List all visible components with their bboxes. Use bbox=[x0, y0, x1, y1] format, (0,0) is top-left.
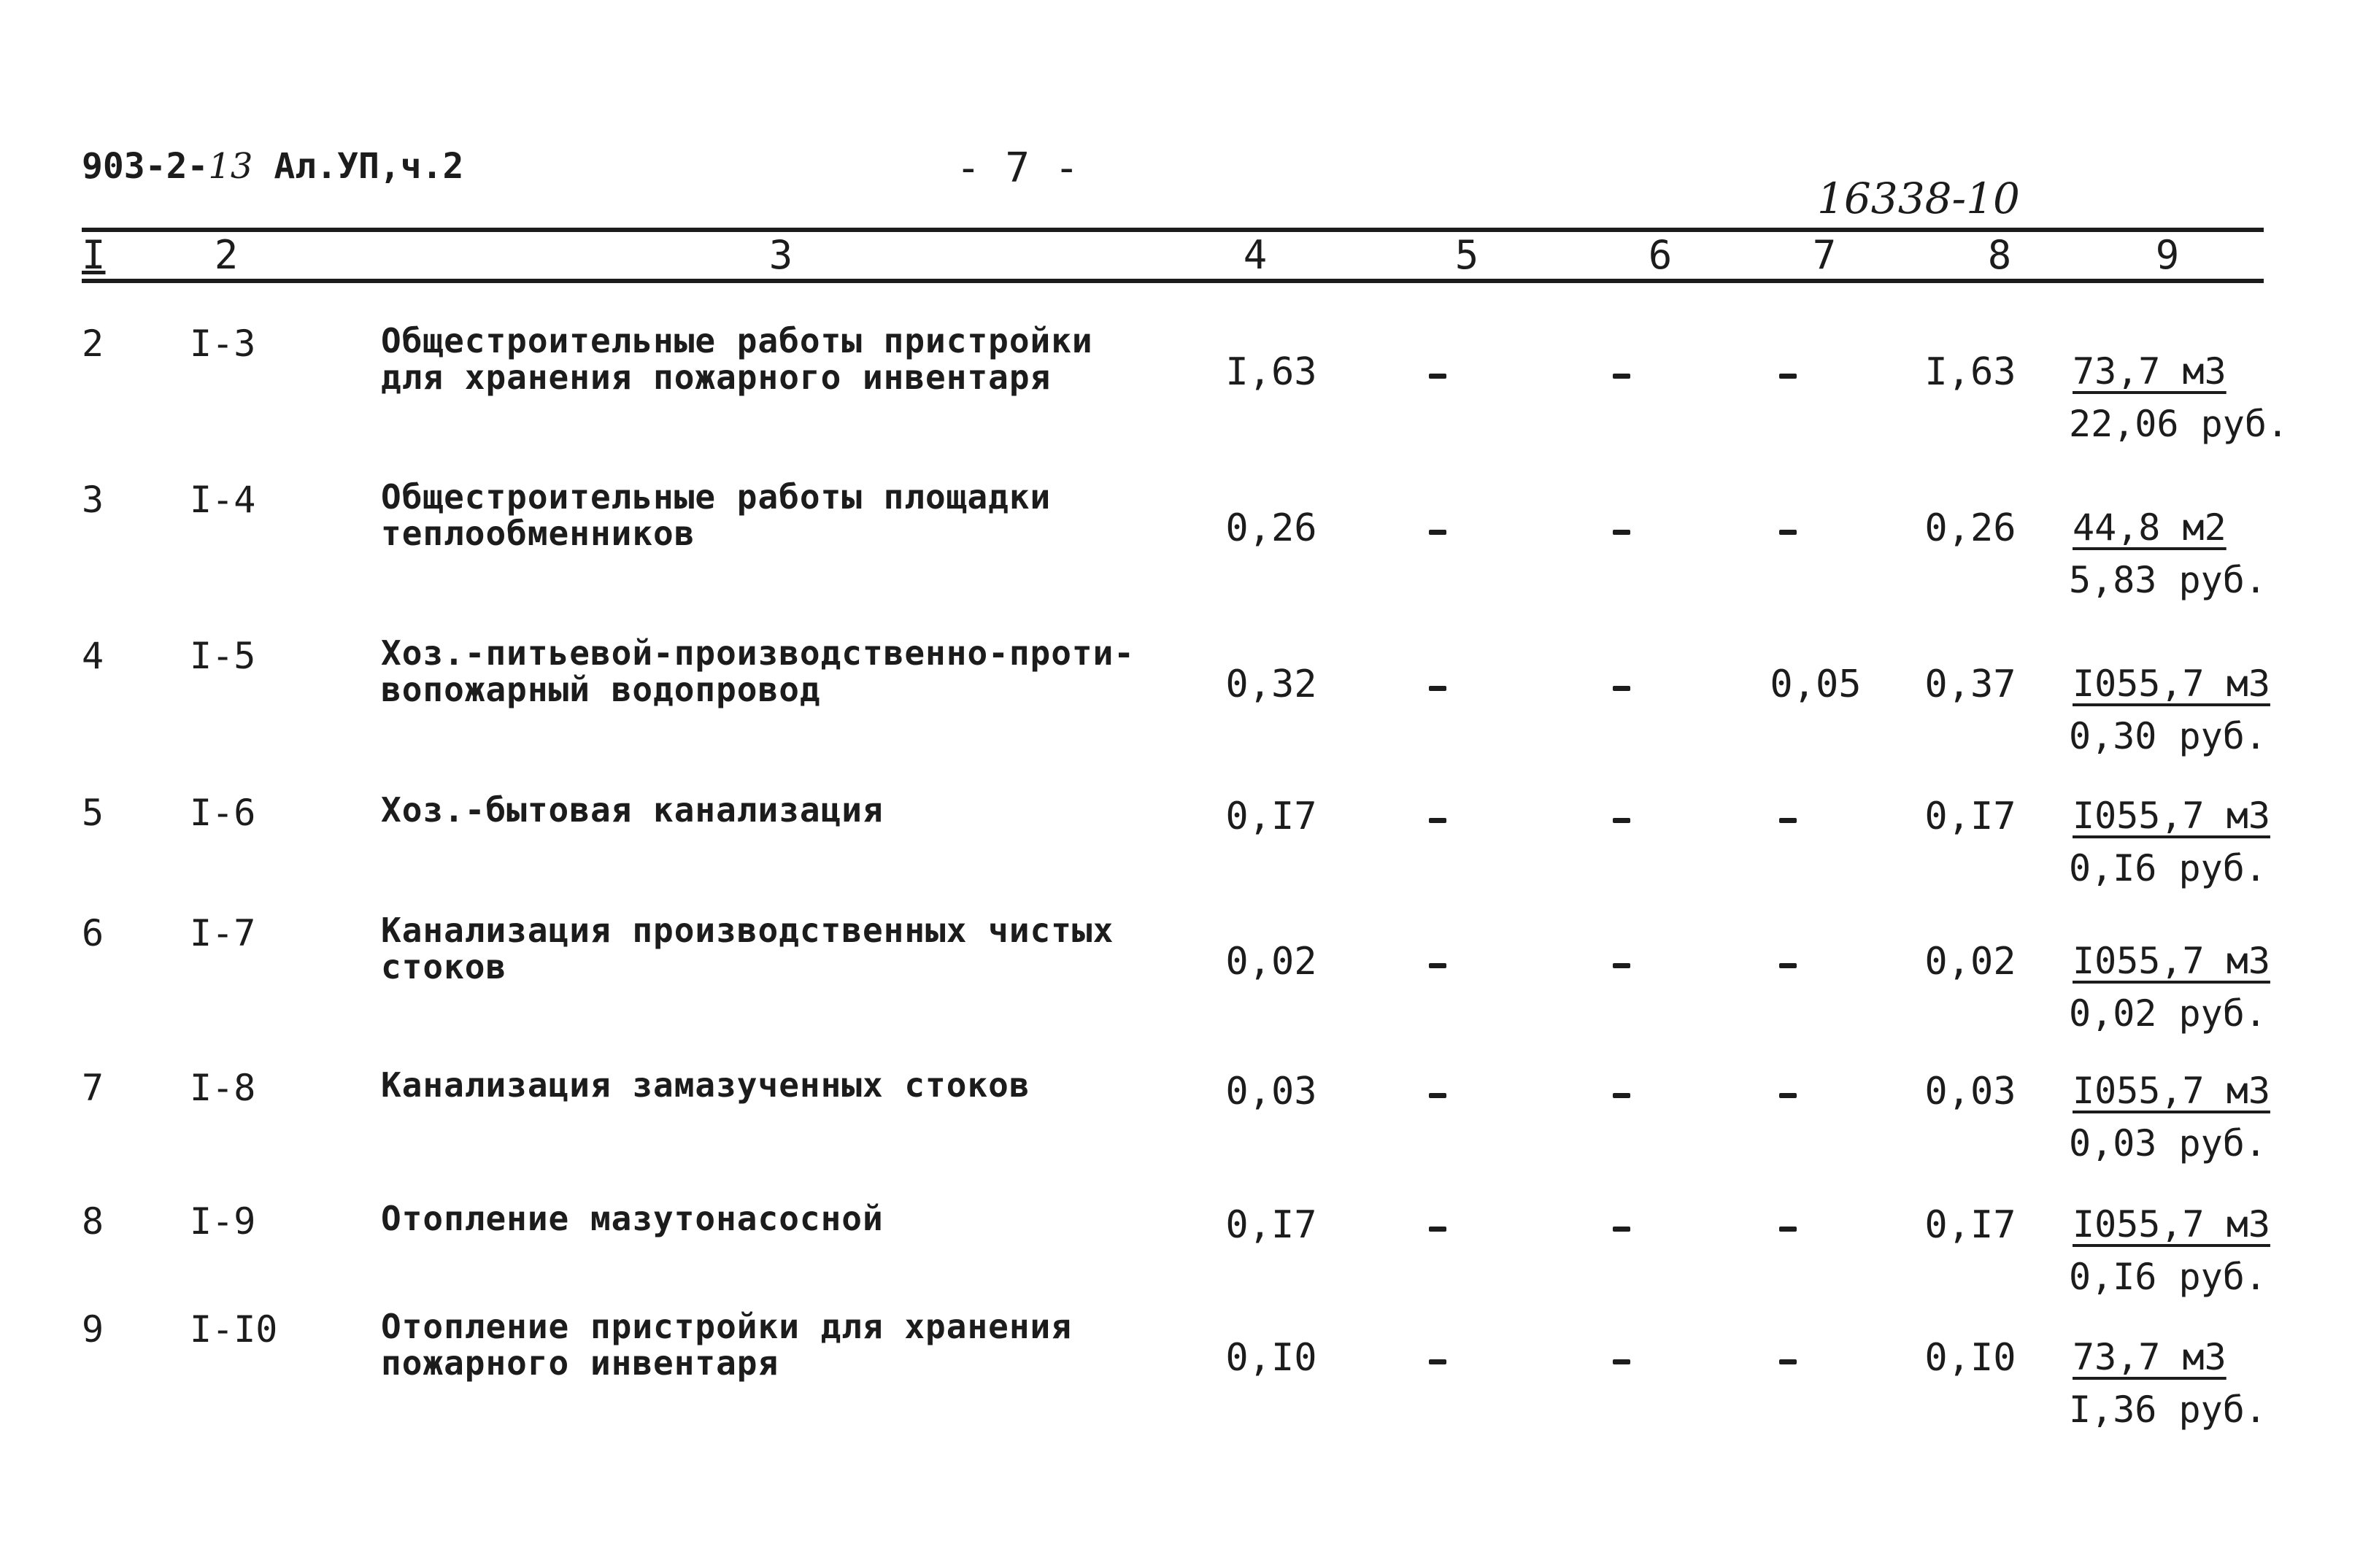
estimate-code: I-6 bbox=[190, 792, 256, 834]
column-4-value: 0,26 bbox=[1225, 506, 1317, 550]
unit-cost: 0,03 руб. bbox=[2069, 1122, 2267, 1165]
page-number: - 7 - bbox=[956, 144, 1079, 192]
empty-dash-5 bbox=[1429, 1093, 1446, 1098]
column-header-6: 6 bbox=[1648, 232, 1673, 278]
unit-quantity: 73,7 м3 bbox=[2073, 1336, 2227, 1378]
unit-quantity: I055,7 м3 bbox=[2073, 795, 2270, 837]
column-4-value: 0,I0 bbox=[1225, 1336, 1317, 1380]
column-4-value: 0,I7 bbox=[1225, 1203, 1317, 1247]
empty-dash-7 bbox=[1779, 1093, 1797, 1098]
work-description-line-1: Отопление мазутонасосной bbox=[381, 1199, 884, 1238]
empty-dash-7 bbox=[1779, 1227, 1797, 1232]
header-bottom-rule bbox=[82, 279, 2264, 283]
work-description-line-2: для хранения пожарного инвентаря bbox=[381, 358, 1052, 397]
row-number: 9 bbox=[82, 1308, 104, 1351]
column-header-5: 5 bbox=[1454, 232, 1479, 278]
empty-dash-6 bbox=[1613, 374, 1630, 379]
estimate-code: I-7 bbox=[190, 912, 256, 954]
row-number: 6 bbox=[82, 912, 104, 954]
column-8-total: 0,03 bbox=[1924, 1070, 2016, 1113]
work-description-line-1: Общестроительные работы пристройки bbox=[381, 321, 1093, 360]
column-header-4: 4 bbox=[1243, 232, 1268, 278]
column-header-9: 9 bbox=[2155, 232, 2180, 278]
archive-number: 16338-10 bbox=[1817, 174, 2020, 223]
empty-dash-5 bbox=[1429, 530, 1446, 535]
empty-dash-5 bbox=[1429, 818, 1446, 823]
column-8-total: I,63 bbox=[1924, 350, 2016, 394]
empty-dash-5 bbox=[1429, 374, 1446, 379]
document-code bbox=[82, 146, 463, 187]
work-description-line-2: теплообменников bbox=[381, 514, 695, 553]
unit-cost: 0,I6 руб. bbox=[2069, 1256, 2267, 1298]
work-description-line-1: Общестроительные работы площадки bbox=[381, 477, 1052, 517]
empty-dash-6 bbox=[1613, 530, 1630, 535]
work-description-line-2: стоков bbox=[381, 947, 507, 986]
row-number: 3 bbox=[82, 479, 104, 521]
empty-dash-6 bbox=[1613, 686, 1630, 691]
unit-cost: 0,I6 руб. bbox=[2069, 847, 2267, 889]
column-header-2: 2 bbox=[214, 232, 239, 278]
column-8-total: 0,02 bbox=[1924, 940, 2016, 984]
unit-quantity: I055,7 м3 bbox=[2073, 1203, 2270, 1245]
empty-dash-7 bbox=[1779, 963, 1797, 968]
unit-cost: 5,83 руб. bbox=[2069, 559, 2267, 601]
row-number: 4 bbox=[82, 635, 104, 677]
column-header-3: 3 bbox=[768, 232, 793, 278]
empty-dash-6 bbox=[1613, 1227, 1630, 1232]
empty-dash-6 bbox=[1613, 818, 1630, 823]
column-4-value: I,63 bbox=[1225, 350, 1317, 394]
work-description-line-1: Хоз.-питьевой-производственно-проти- bbox=[381, 633, 1135, 673]
work-description-line-1: Канализация производственных чистых bbox=[381, 911, 1114, 950]
row-number: 8 bbox=[82, 1200, 104, 1243]
unit-quantity: I055,7 м3 bbox=[2073, 663, 2270, 705]
unit-quantity: 73,7 м3 bbox=[2073, 350, 2227, 393]
column-8-total: 0,I7 bbox=[1924, 795, 2016, 838]
unit-cost: I,36 руб. bbox=[2069, 1389, 2267, 1431]
column-8-total: 0,I7 bbox=[1924, 1203, 2016, 1247]
unit-quantity: I055,7 м3 bbox=[2073, 1070, 2270, 1112]
column-7-value: 0,05 bbox=[1770, 663, 1862, 706]
header-top-rule bbox=[82, 228, 2264, 232]
unit-cost: 22,06 руб. bbox=[2069, 403, 2289, 445]
empty-dash-5 bbox=[1429, 963, 1446, 968]
estimate-code: I-9 bbox=[190, 1200, 256, 1243]
empty-dash-7 bbox=[1779, 818, 1797, 823]
document-code-prefix: 903-2- bbox=[82, 146, 209, 187]
empty-dash-7 bbox=[1779, 1359, 1797, 1364]
row-number: 2 bbox=[82, 323, 104, 365]
estimate-code: I-3 bbox=[190, 323, 256, 365]
estimate-code: I-8 bbox=[190, 1067, 256, 1109]
document-code-suffix: Ал.УП,ч.2 bbox=[252, 146, 464, 187]
row-number: 7 bbox=[82, 1067, 104, 1109]
column-4-value: 0,32 bbox=[1225, 663, 1317, 706]
work-description-line-2: вопожарный водопровод bbox=[381, 670, 821, 709]
column-8-total: 0,26 bbox=[1924, 506, 2016, 550]
empty-dash-5 bbox=[1429, 1227, 1446, 1232]
column-4-value: 0,I7 bbox=[1225, 795, 1317, 838]
empty-dash-5 bbox=[1429, 686, 1446, 691]
work-description-line-1: Отопление пристройки для хранения bbox=[381, 1307, 1072, 1346]
row-number: 5 bbox=[82, 792, 104, 834]
column-8-total: 0,I0 bbox=[1924, 1336, 2016, 1380]
estimate-code: I-4 bbox=[190, 479, 256, 521]
empty-dash-6 bbox=[1613, 963, 1630, 968]
document-code-handwritten-number: 13 bbox=[208, 146, 253, 187]
empty-dash-7 bbox=[1779, 374, 1797, 379]
column-header-8: 8 bbox=[1987, 232, 2012, 278]
unit-cost: 0,02 руб. bbox=[2069, 992, 2267, 1035]
unit-quantity: I055,7 м3 bbox=[2073, 940, 2270, 982]
column-4-value: 0,03 bbox=[1225, 1070, 1317, 1113]
unit-quantity: 44,8 м2 bbox=[2073, 506, 2227, 549]
empty-dash-7 bbox=[1779, 530, 1797, 535]
unit-cost: 0,30 руб. bbox=[2069, 715, 2267, 757]
column-header-1: I bbox=[82, 232, 106, 278]
column-header-7: 7 bbox=[1812, 232, 1837, 278]
column-8-total: 0,37 bbox=[1924, 663, 2016, 706]
estimate-code: I-5 bbox=[190, 635, 256, 677]
estimate-code: I-I0 bbox=[190, 1308, 278, 1351]
empty-dash-6 bbox=[1613, 1093, 1630, 1098]
work-description-line-1: Хоз.-бытовая канализация bbox=[381, 790, 884, 830]
work-description-line-1: Канализация замазученных стоков bbox=[381, 1065, 1030, 1105]
column-4-value: 0,02 bbox=[1225, 940, 1317, 984]
empty-dash-5 bbox=[1429, 1359, 1446, 1364]
work-description-line-2: пожарного инвентаря bbox=[381, 1343, 779, 1383]
empty-dash-6 bbox=[1613, 1359, 1630, 1364]
